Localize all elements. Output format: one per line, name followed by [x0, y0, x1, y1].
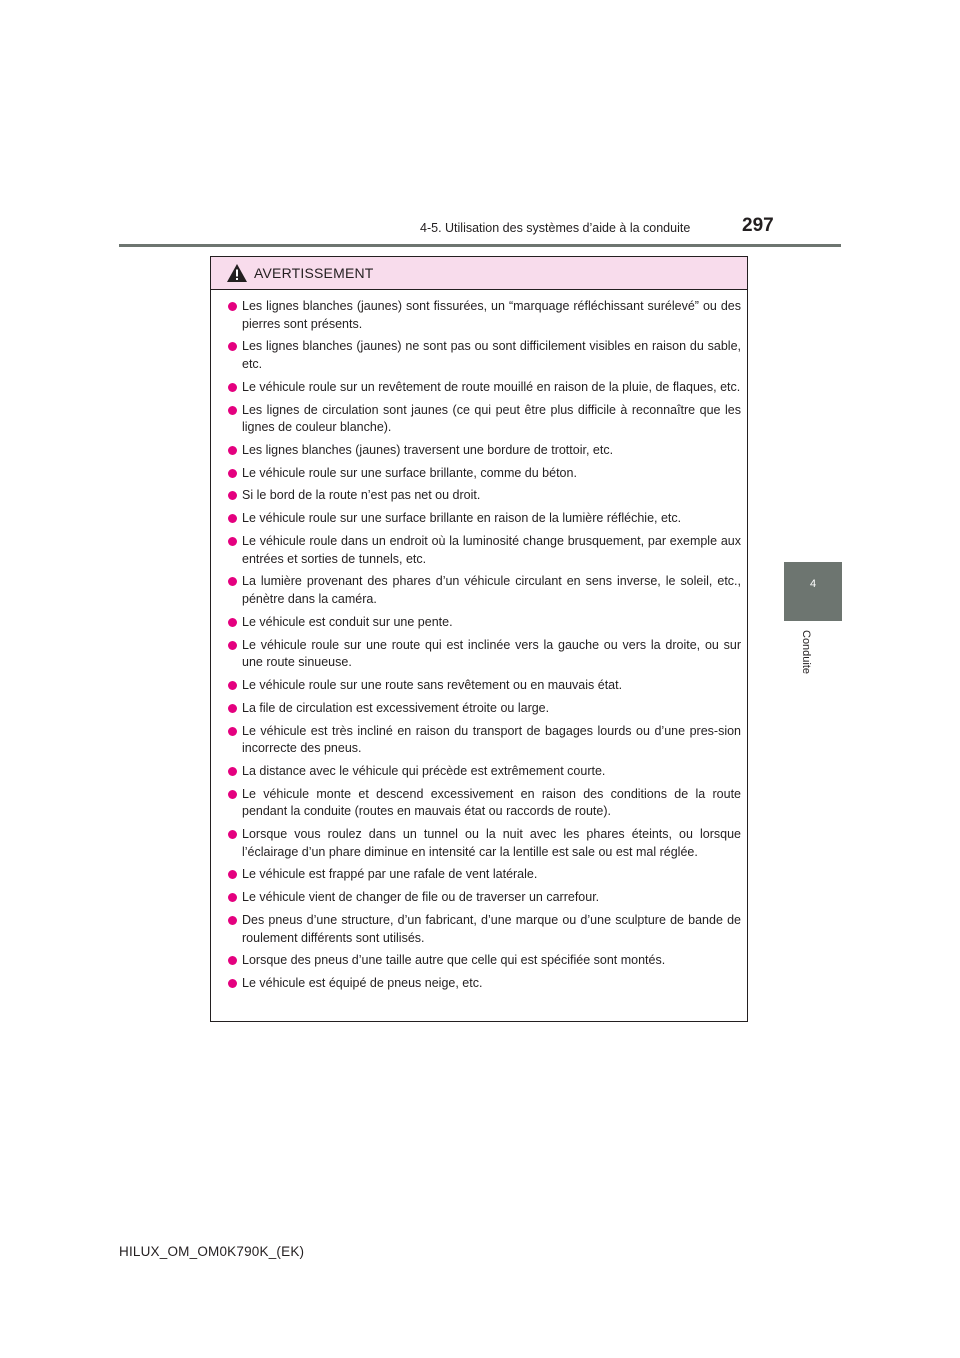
bullet-icon [228, 681, 237, 690]
warning-item-text: Le véhicule roule sur une surface brillante en raison de la lumière réfléchie, etc. [242, 511, 682, 526]
warning-item [228, 637, 741, 672]
warning-item-text: Le véhicule roule sur une surface brillante, comme du béton. [242, 465, 577, 480]
bullet-icon [228, 342, 237, 351]
warning-item-text: Les lignes de circulation sont jaunes (ce qui peut être plus difficile à reconnaître que les lignes de couleur blanche). [242, 402, 741, 435]
warning-item [228, 338, 741, 373]
warning-item-text: Le véhicule est équipé de pneus neige, etc. [242, 976, 483, 991]
warning-item-text: Le véhicule roule sur une route qui est inclinée vers la gauche ou vers la droite, ou sur une route sinueuse. [242, 637, 741, 670]
warning-item [228, 866, 741, 884]
bullet-icon [228, 406, 237, 415]
bullet-icon [228, 916, 237, 925]
warning-item [228, 723, 741, 758]
warning-item [228, 533, 741, 568]
header-divider [119, 244, 841, 247]
bullet-icon [228, 302, 237, 311]
warning-item [228, 465, 741, 483]
document-code: HILUX_OM_OM0K790K_(EK) [119, 1244, 305, 1259]
bullet-icon [228, 537, 237, 546]
warning-item-text: La distance avec le véhicule qui précède est extrêmement courte. [242, 763, 606, 778]
chapter-label: Conduite [800, 630, 812, 675]
warning-item [228, 487, 741, 505]
warning-item-text: Les lignes blanches (jaunes) sont fissurées, un “marquage réfléchissant surélevé” ou des pierres sont présents. [242, 299, 741, 331]
warning-item-text: Le véhicule roule sur un revêtement de route mouillé en raison de la pluie, de flaques, etc. [242, 379, 741, 394]
warning-item [228, 975, 741, 993]
warning-item [228, 952, 741, 970]
bullet-icon [228, 641, 237, 650]
bullet-icon [228, 979, 237, 988]
bullet-icon [228, 618, 237, 627]
warning-item [228, 402, 741, 437]
bullet-icon [228, 491, 237, 500]
warning-item-text: Si le bord de la route n’est pas net ou droit. [242, 488, 481, 503]
warning-item [228, 786, 741, 821]
warning-item [228, 573, 741, 608]
warning-item-text: La lumière provenant des phares d’un véhicule circulant en sens inverse, le soleil, etc., pénètre dans la caméra. [242, 574, 741, 606]
warning-item-text: La file de circulation est excessivement étroite ou large. [242, 700, 550, 715]
warning-item-text: Le véhicule monte et descend excessivement en raison des conditions de la route pendant la conduite (routes en mauvais état ou raccords de route). [242, 786, 741, 819]
warning-item [228, 677, 741, 695]
warning-item-text: Le véhicule vient de changer de file ou de traverser un carrefour. [242, 890, 600, 905]
warning-item [228, 889, 741, 907]
warning-title: AVERTISSEMENT [254, 265, 374, 281]
warning-item [228, 442, 741, 460]
warning-item [228, 826, 741, 861]
warning-triangle-icon [226, 263, 248, 283]
section-title: 4-5. Utilisation des systèmes d’aide à la conduite [420, 221, 691, 235]
warning-item [228, 510, 741, 528]
warning-item-text: Le véhicule roule dans un endroit où la luminosité change brusquement, par exemple aux entrées et sorties de tunnels, etc. [242, 534, 741, 566]
bullet-icon [228, 956, 237, 965]
bullet-icon [228, 893, 237, 902]
warning-item-text: Lorsque vous roulez dans un tunnel ou la nuit avec les phares éteints, ou lorsque l’éclairage d’un phare diminue en intensité car la lentille est sale ou est mal réglée. [242, 827, 741, 859]
warning-item-text: Le véhicule roule sur une route sans revêtement ou en mauvais état. [242, 677, 623, 692]
bullet-icon [228, 727, 237, 736]
bullet-icon [228, 767, 237, 776]
bullet-icon [228, 870, 237, 879]
bullet-icon [228, 469, 237, 478]
bullet-icon [228, 790, 237, 799]
warning-list [211, 290, 747, 993]
warning-item [228, 379, 741, 397]
bullet-icon [228, 704, 237, 713]
warning-item [228, 912, 741, 947]
warning-box [210, 256, 748, 1022]
bullet-icon [228, 446, 237, 455]
warning-item [228, 763, 741, 781]
warning-item-text: Le véhicule est frappé par une rafale de vent latérale. [242, 867, 538, 882]
bullet-icon [228, 830, 237, 839]
bullet-icon [228, 383, 237, 392]
warning-item-text: Lorsque des pneus d’une taille autre que celle qui est spécifiée sont montés. [242, 953, 666, 968]
warning-item-text: Le véhicule est très incliné en raison du transport de bagages lourds ou d’une pres-sion incorrecte des pneus. [242, 723, 741, 756]
warning-item-text: Le véhicule est conduit sur une pente. [242, 614, 453, 629]
warning-item-text: Des pneus d’une structure, d’un fabricant, d’une marque ou d’une sculpture de bande de roulement différents sont utilisés. [242, 912, 741, 945]
bullet-icon [228, 577, 237, 586]
warning-item-text: Les lignes blanches (jaunes) traversent une bordure de trottoir, etc. [242, 442, 614, 457]
chapter-tab: 4 [784, 562, 842, 621]
bullet-icon [228, 514, 237, 523]
page-number: 297 [742, 215, 774, 236]
warning-item [228, 700, 741, 718]
warning-item-text: Les lignes blanches (jaunes) ne sont pas ou sont difficilement visibles en raison du sable, etc. [242, 339, 741, 371]
warning-header [211, 257, 747, 290]
warning-item [228, 614, 741, 632]
warning-item [228, 298, 741, 333]
